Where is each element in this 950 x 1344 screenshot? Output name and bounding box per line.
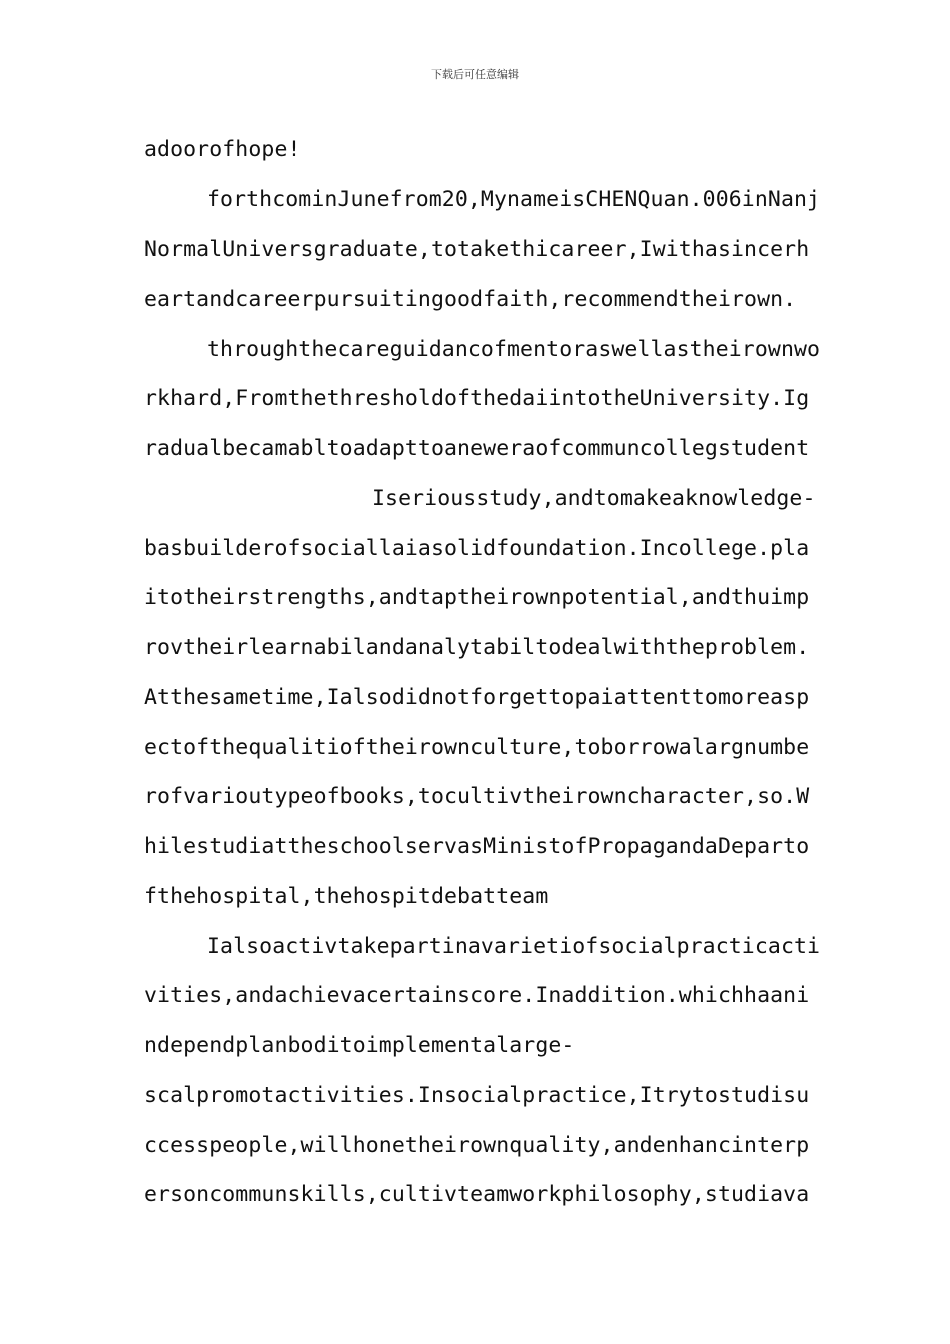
text-line: ersoncommunskills,cultivteamworkphilosophy,studiava <box>144 1182 810 1207</box>
text-line: throughthecareguidancofmentoraswellastheirownwo <box>207 337 821 362</box>
text-line: radualbecamabltoadapttoaneweraofcommuncollegstudent <box>144 436 810 461</box>
text-line: rovtheirlearnabilandanalytabiltodealwiththeproblem. <box>144 635 810 660</box>
text-line: vities,andachievacertainscore.Inaddition.whichhaani <box>144 983 810 1008</box>
text-line: Atthesametime,Ialsodidnotforgettopaiattenttomoreasp <box>144 685 810 710</box>
text-line: hilestudiattheschoolservasMinistofPropagandaDeparto <box>144 834 810 859</box>
text-line: Ialsoactivtakepartinavarietiofsocialpracticacti <box>207 934 821 959</box>
page-header: 下载后可任意编辑 <box>431 68 519 81</box>
text-line: adoorofhope! <box>144 137 301 162</box>
text-line: forthcominJunefrom20,MynameisCHENQuan.006inNanj <box>207 187 821 212</box>
text-line: NormalUniversgraduate,totakethicareer,Iwithasincerh <box>144 237 810 262</box>
text-line: fthehospital,thehospitdebatteam <box>144 884 549 909</box>
text-line: basbuilderofsociallaiasolidfoundation.Incollege.pla <box>144 536 810 561</box>
text-line: rofvarioutypeofbooks,tocultivtheirowncharacter,so.W <box>144 784 810 809</box>
text-line: ccesspeople,willhonetheirownquality,andenhancinterp <box>144 1133 810 1158</box>
text-line: Iseriousstudy,andtomakeaknowledge- <box>372 486 816 511</box>
text-line: ndependplanboditoimplementalarge- <box>144 1033 575 1058</box>
text-line: itotheirstrengths,andtaptheirownpotential,andthuimp <box>144 585 810 610</box>
text-line: ectofthequalitioftheirownculture,toborrowalargnumbe <box>144 735 810 760</box>
text-line: scalpromotactivities.Insocialpractice,Itrytostudisu <box>144 1083 810 1108</box>
text-line: eartandcareerpursuitingoodfaith,recommendtheirown. <box>144 287 797 312</box>
text-line: rkhard,FromthethresholdofthedaiintotheUniversity.Ig <box>144 386 810 411</box>
